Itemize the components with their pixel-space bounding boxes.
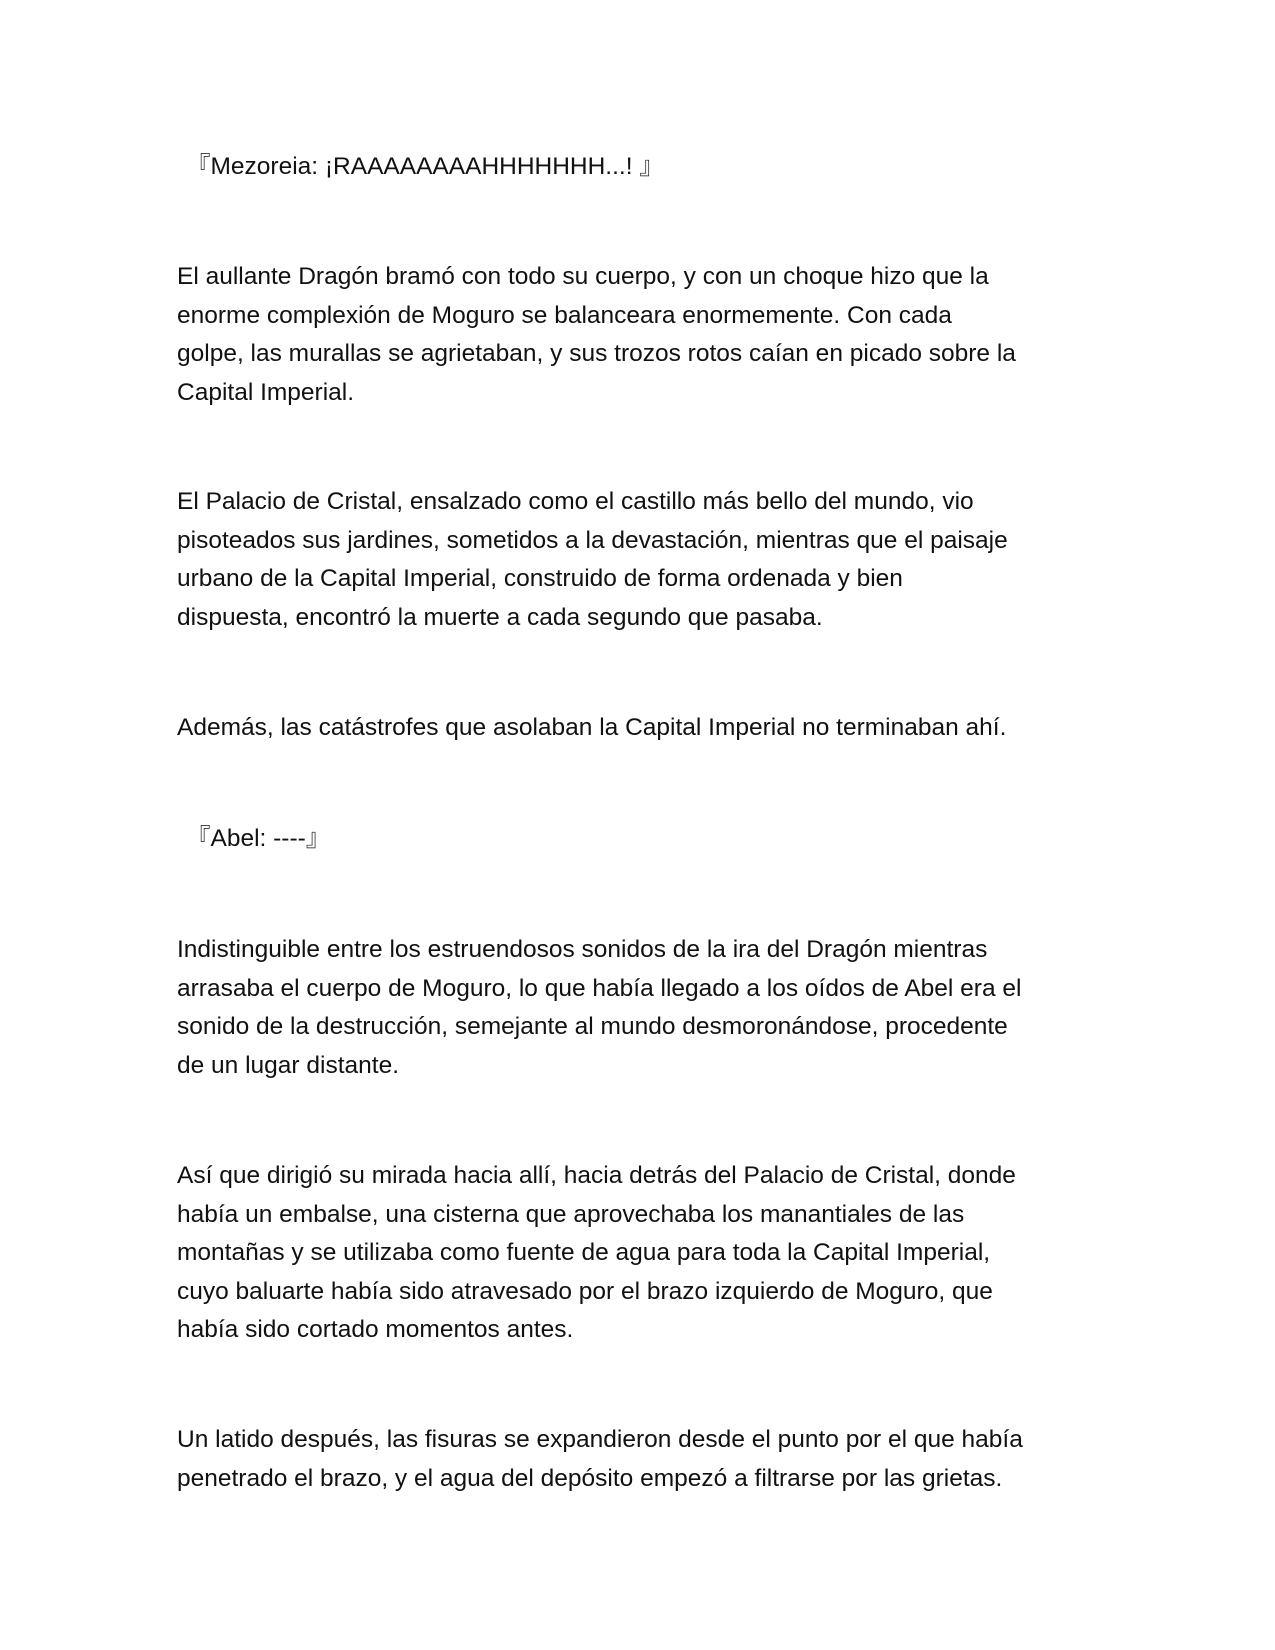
text-line: había sido cortado momentos antes. [177,1316,574,1343]
dialogue-mezoreia [186,148,1116,187]
text-line: urbano de la Capital Imperial, construido de forma ordenada y bien [177,565,903,592]
paragraph-catastrophes [177,709,1107,748]
text-line: Así que dirigió su mirada hacia allí, hacia detrás del Palacio de Cristal, donde [177,1162,1016,1189]
text-line: Además, las catástrofes que asolaban la Capital Imperial no terminaban ahí. [177,714,1007,741]
text-line: de un lugar distante. [177,1051,400,1079]
text-line: cuyo baluarte había sido atravesado por el brazo izquierdo de Moguro, que [177,1277,993,1305]
text-line: penetrado el brazo, y el agua del depósito empezó a filtrarse por las grietas. [177,1464,1003,1492]
text-line: 『Abel: ----』 [186,825,331,852]
paragraph-reservoir [177,1157,1107,1350]
text-line: golpe, las murallas se agrietaban, y sus trozos rotos caían en picado sobre la [177,340,1016,367]
text-line: arrasaba el cuerpo de Moguro, lo que había llegado a los oídos de Abel era el [177,974,1022,1002]
paragraph-crystal-palace [177,483,1107,637]
text-line: pisoteados sus jardines, sometidos a la devastación, mientras que el paisaje [177,526,1008,554]
text-line: montañas y se utilizaba como fuente de agua para toda la Capital Imperial, [177,1239,991,1266]
text-line: Indistinguible entre los estruendosos sonidos de la ira del Dragón mientras [177,936,988,963]
text-line: enorme complexión de Moguro se balanceara enormemente. Con cada [177,301,952,329]
text-line: sonido de la destrucción, semejante al mundo desmoronándose, procedente [177,1013,1008,1040]
text-line: El aullante Dragón bramó con todo su cuerpo, y con un choque hizo que la [177,263,989,290]
dialogue-abel [186,820,1116,859]
text-line: Un latido después, las fisuras se expandieron desde el punto por el que había [177,1426,1023,1453]
text-line: Capital Imperial. [177,378,355,406]
paragraph-dragon-roar [177,258,1107,412]
text-line: 『Mezoreia: ¡RAAAAAAAAHHHHHHH...! 』 [186,153,664,180]
text-line: dispuesta, encontró la muerte a cada segundo que pasaba. [177,603,823,631]
paragraph-fissures [177,1421,1107,1498]
text-line: El Palacio de Cristal, ensalzado como el castillo más bello del mundo, vio [177,488,974,515]
paragraph-destruction-sound [177,931,1107,1085]
text-line: había un embalse, una cisterna que aprovechaba los manantiales de las [177,1200,965,1228]
